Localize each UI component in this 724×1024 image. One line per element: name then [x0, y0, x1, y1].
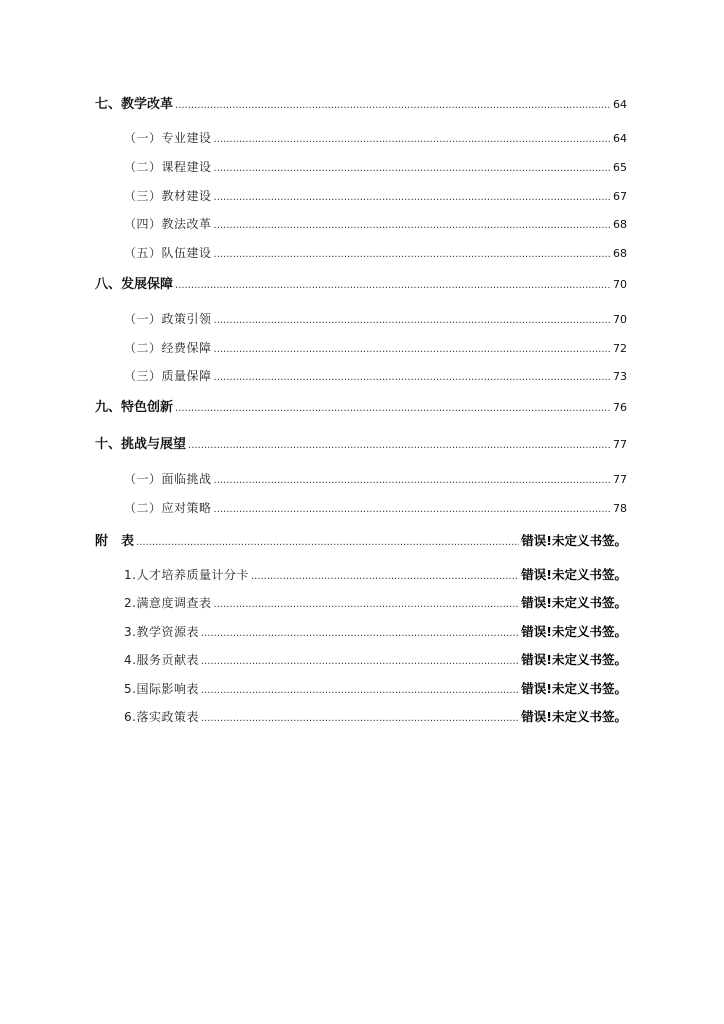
toc-page-number: 73 — [613, 370, 627, 383]
toc-entry-section[interactable] — [124, 186, 627, 206]
dot-leader — [214, 471, 611, 491]
toc-entry-title: 八、发展保障 — [95, 277, 174, 292]
dot-leader — [201, 624, 519, 644]
toc-entry-title: （一）专业建设 — [124, 131, 212, 145]
toc-page-number: 76 — [613, 401, 627, 414]
toc-entry-title: 七、教学改革 — [95, 97, 174, 112]
toc-entry-title: （一）面临挑战 — [124, 472, 212, 486]
toc-entry-title: 6.落实政策表 — [124, 710, 199, 724]
toc-page-number: 77 — [613, 438, 627, 451]
toc-entry-title: （三）教材建设 — [124, 189, 212, 203]
dot-leader — [201, 652, 519, 672]
toc-page-number: 68 — [613, 218, 627, 231]
toc-entry-chapter-8[interactable] — [95, 275, 627, 295]
toc-entry-title: （二）课程建设 — [124, 160, 212, 174]
toc-entry-title: 1.人才培养质量计分卡 — [124, 568, 249, 582]
toc-entry-title: 5.国际影响表 — [124, 682, 199, 696]
dot-leader — [213, 595, 519, 615]
dot-leader — [214, 500, 611, 520]
dot-leader — [214, 188, 611, 208]
dot-leader — [214, 368, 611, 388]
dot-leader — [214, 311, 611, 331]
toc-entry-section[interactable] — [124, 157, 627, 177]
toc-entry-section[interactable] — [124, 128, 627, 148]
toc-entry-appendix-item[interactable] — [124, 622, 627, 642]
dot-leader — [175, 399, 611, 419]
toc-entry-title: 附 表 — [95, 534, 135, 549]
toc-entry-chapter-10[interactable] — [95, 435, 627, 455]
dot-leader — [188, 436, 611, 456]
dot-leader — [136, 533, 519, 553]
toc-entry-appendix-item[interactable] — [124, 593, 627, 613]
toc-entry-title: 4.服务贡献表 — [124, 653, 199, 667]
toc-page-number: 72 — [613, 342, 627, 355]
toc-bookmark-error: 错误!未定义书签。 — [521, 533, 627, 548]
toc-entry-appendix-item[interactable] — [124, 565, 627, 585]
toc-page-number: 78 — [613, 502, 627, 515]
toc-entry-appendix-item[interactable] — [124, 650, 627, 670]
toc-entry-section[interactable] — [124, 469, 627, 489]
dot-leader — [201, 681, 519, 701]
toc-page-number: 77 — [613, 473, 627, 486]
toc-bookmark-error: 错误!未定义书签。 — [521, 681, 627, 696]
toc-page-number: 65 — [613, 161, 627, 174]
toc-bookmark-error: 错误!未定义书签。 — [521, 652, 627, 667]
toc-entry-section[interactable] — [124, 338, 627, 358]
toc-page-number: 64 — [613, 132, 627, 145]
toc-bookmark-error: 错误!未定义书签。 — [521, 624, 627, 639]
toc-entry-chapter-7[interactable] — [95, 95, 627, 115]
toc-entry-title: （二）经费保障 — [124, 341, 212, 355]
toc-entry-appendix-item[interactable] — [124, 707, 627, 727]
toc-bookmark-error: 错误!未定义书签。 — [521, 709, 627, 724]
dot-leader — [214, 159, 611, 179]
toc-entry-chapter-9[interactable] — [95, 398, 627, 418]
toc-bookmark-error: 错误!未定义书签。 — [521, 595, 627, 610]
toc-entry-title: （二）应对策略 — [124, 501, 212, 515]
toc-entry-section[interactable] — [124, 366, 627, 386]
toc-page-number: 67 — [613, 190, 627, 203]
toc-entry-section[interactable] — [124, 214, 627, 234]
toc-entry-section[interactable] — [124, 243, 627, 263]
toc-bookmark-error: 错误!未定义书签。 — [521, 567, 627, 582]
dot-leader — [251, 567, 519, 587]
toc-entry-title: （五）队伍建设 — [124, 246, 212, 260]
dot-leader — [214, 130, 611, 150]
dot-leader — [175, 276, 611, 296]
dot-leader — [214, 216, 611, 236]
toc-entry-title: 2.满意度调查表 — [124, 596, 212, 610]
toc-entry-section[interactable] — [124, 309, 627, 329]
toc-entry-title: （一）政策引领 — [124, 312, 212, 326]
dot-leader — [175, 96, 611, 116]
dot-leader — [201, 709, 519, 729]
toc-page-number: 64 — [613, 98, 627, 111]
toc-entry-section[interactable] — [124, 498, 627, 518]
toc-entry-title: 十、挑战与展望 — [95, 437, 187, 452]
toc-entry-appendix[interactable] — [95, 531, 627, 551]
toc-page-number: 70 — [613, 313, 627, 326]
toc-entry-appendix-item[interactable] — [124, 679, 627, 699]
toc-page-number: 68 — [613, 247, 627, 260]
dot-leader — [214, 340, 611, 360]
toc-entry-title: 九、特色创新 — [95, 400, 174, 415]
toc-entry-title: （四）教法改革 — [124, 217, 212, 231]
toc-entry-title: 3.教学资源表 — [124, 625, 199, 639]
toc-entry-title: （三）质量保障 — [124, 369, 212, 383]
dot-leader — [214, 245, 611, 265]
toc-page-number: 70 — [613, 278, 627, 291]
